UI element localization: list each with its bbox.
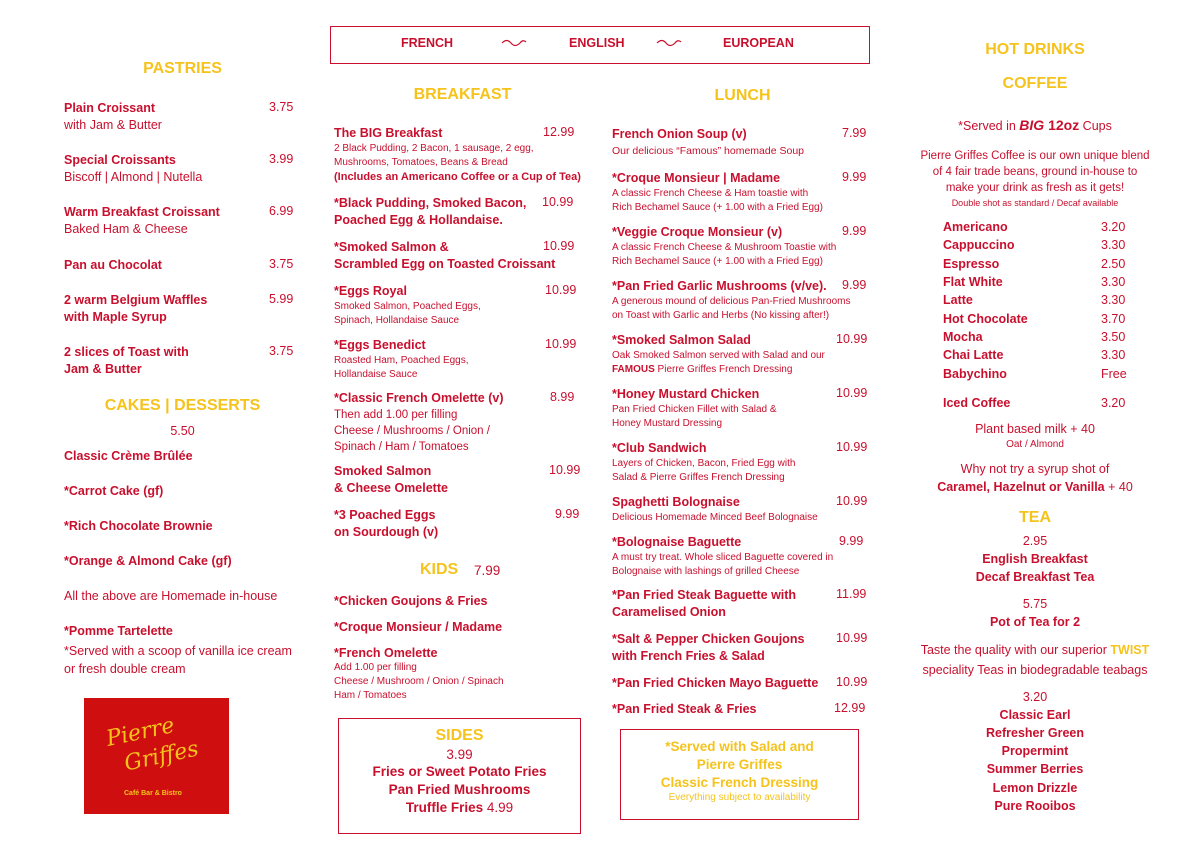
- twist-tea: Summer Berries: [986, 762, 1084, 776]
- item-price: 10.99: [836, 494, 868, 508]
- coffee-blurb: [900, 148, 1170, 210]
- item-price: 9.99: [842, 170, 867, 184]
- item-price: 12.99: [834, 701, 866, 715]
- item-desc: A classic French Cheese & Mushroom Toastie with: [612, 242, 837, 253]
- syrup-options: [900, 480, 1170, 494]
- coffee-row: [943, 257, 1133, 275]
- kids-desc: Add 1.00 per filling: [334, 662, 417, 673]
- item-title: *Honey Mustard Chicken: [612, 387, 760, 401]
- note-line: Pierre Griffes: [696, 757, 783, 772]
- availability-note: Everything subject to availability: [668, 792, 811, 803]
- famous-label: FAMOUS: [612, 364, 655, 375]
- cake-desc: or fresh double cream: [64, 662, 186, 676]
- milk-options: Oat / Almond: [1006, 439, 1064, 450]
- item-price: 10.99: [836, 675, 868, 689]
- logo-text: Griffes: [122, 736, 201, 777]
- coffee-row: [943, 293, 1133, 311]
- menu-item: [64, 204, 304, 238]
- item-title: *Pan Fried Steak & Fries: [612, 702, 757, 716]
- item-desc: Then add 1.00 per filling: [334, 409, 458, 421]
- drink-price: 3.50: [1101, 330, 1126, 344]
- item-desc: A generous mound of delicious Pan-Fried Mushrooms: [612, 296, 851, 307]
- coffee-row: [943, 396, 1133, 414]
- milk-line: Plant based milk + 40: [975, 422, 1095, 436]
- twist-line: speciality Teas in biodegradable teabags: [922, 663, 1148, 677]
- item-title: *Classic French Omelette (v): [334, 391, 504, 405]
- item-desc: Layers of Chicken, Bacon, Fried Egg with: [612, 458, 796, 469]
- served-text: Cups: [1079, 119, 1112, 133]
- blurb-line: of 4 fair trade beans, ground in-house to: [932, 166, 1138, 178]
- twist-tea: Refresher Green: [986, 726, 1084, 740]
- drink-name: Hot Chocolate: [943, 312, 1028, 326]
- item-title: *Pan Fried Chicken Mayo Baguette: [612, 676, 819, 690]
- coffee-row: [943, 312, 1133, 330]
- item-desc: A must try treat. Whole sliced Baguette covered in: [612, 552, 834, 563]
- item-desc: A classic French Cheese & Ham toastie with: [612, 188, 809, 199]
- served-line: [900, 117, 1170, 133]
- sides-item: [339, 800, 580, 815]
- item-desc: Salad & Pierre Griffes French Dressing: [612, 472, 785, 483]
- item-desc: Honey Mustard Dressing: [612, 418, 723, 429]
- item-desc: Bolognaise with lashings of grilled Cheese: [612, 566, 800, 577]
- syrup-line: Why not try a syrup shot of: [960, 462, 1110, 476]
- logo-text: Pierre: [104, 713, 177, 752]
- drink-name: Iced Coffee: [943, 396, 1011, 410]
- item-desc: Rich Bechamel Sauce (+ 1.00 with a Fried Egg): [612, 202, 823, 213]
- drink-price: 3.30: [1101, 293, 1126, 307]
- cake-item: *Carrot Cake (gf): [64, 484, 164, 498]
- item-title: French Onion Soup (v): [612, 127, 747, 141]
- item-desc: Biscoff | Almond | Nutella: [64, 170, 203, 184]
- cakes-heading: CAKES | DESSERTS: [104, 397, 261, 414]
- cuisine-english: ENGLISH: [569, 36, 625, 50]
- item-desc: Our delicious “Famous” homemade Soup: [612, 145, 805, 157]
- item-price: 10.99: [543, 239, 575, 253]
- kids-heading: KIDS: [420, 561, 459, 578]
- menu-item: [612, 631, 872, 665]
- served-text: *Served in: [958, 119, 1020, 133]
- item-title: *Pan Fried Steak Baguette with: [612, 588, 797, 602]
- drink-price: 3.30: [1101, 238, 1126, 252]
- menu-item: [612, 675, 872, 692]
- menu-item: [334, 463, 594, 497]
- item-price: 10.99: [836, 332, 868, 346]
- menu-item: [612, 126, 872, 160]
- tea-price: 2.95: [1022, 534, 1048, 548]
- menu-item: [612, 170, 872, 215]
- item-price: 10.99: [545, 283, 577, 297]
- item-desc: Delicious Homemade Minced Beef Bolognaise: [612, 512, 818, 523]
- twist-tea: Pure Rooibos: [994, 799, 1076, 813]
- menu-item: [334, 239, 594, 273]
- truffle-label: Truffle Fries: [405, 800, 484, 815]
- tea-heading: TEA: [1019, 509, 1051, 526]
- kids-item: *Chicken Goujons & Fries: [334, 594, 488, 608]
- logo-tagline: Café Bar & Bistro: [124, 790, 182, 797]
- item-desc: Baked Ham & Cheese: [64, 222, 188, 236]
- twist-tea: Propermint: [1001, 744, 1069, 758]
- drink-name: Mocha: [943, 330, 983, 344]
- drink-price: 2.50: [1101, 257, 1126, 271]
- twist-line: [900, 643, 1170, 657]
- menu-item: [334, 507, 594, 541]
- cakes-price: 5.50: [170, 424, 195, 438]
- drink-price: 3.20: [1101, 396, 1126, 410]
- menu-item: [334, 337, 594, 382]
- sides-box: [338, 718, 581, 834]
- item-title: Scrambled Egg on Toasted Croissant: [334, 257, 556, 271]
- coffee-heading: COFFEE: [1002, 75, 1068, 92]
- kids-desc: Cheese / Mushroom / Onion / Spinach: [334, 676, 504, 687]
- item-desc: Cheese / Mushrooms / Onion /: [334, 425, 490, 437]
- item-price: 10.99: [836, 631, 868, 645]
- item-price: 7.99: [842, 126, 867, 140]
- item-title: 2 warm Belgium Waffles: [64, 293, 208, 307]
- item-price: 9.99: [555, 507, 580, 521]
- drink-price: 3.30: [1101, 348, 1126, 362]
- item-price: 10.99: [836, 386, 868, 400]
- item-price: 5.99: [269, 292, 294, 306]
- flourish-icon: [501, 36, 527, 50]
- breakfast-heading: BREAKFAST: [413, 86, 512, 103]
- sides-price: 3.99: [446, 747, 473, 762]
- syrup-flavours: Caramel, Hazelnut or Vanilla: [937, 480, 1105, 494]
- twist-text: Taste the quality with our superior: [920, 643, 1111, 657]
- coffee-row: [943, 348, 1133, 366]
- drink-price: 3.20: [1101, 220, 1126, 234]
- sides-heading: SIDES: [435, 727, 484, 744]
- item-desc: 2 Black Pudding, 2 Bacon, 1 sausage, 2 egg,: [334, 143, 534, 154]
- tea-item: English Breakfast: [982, 552, 1088, 566]
- item-title: *Eggs Benedict: [334, 338, 426, 352]
- lunch-note-box: [620, 729, 859, 820]
- item-price: 3.99: [269, 152, 294, 166]
- pot-price: 5.75: [1022, 597, 1048, 611]
- menu-item: [612, 278, 872, 323]
- item-title: Special Croissants: [64, 153, 176, 167]
- hot-drinks-heading: HOT DRINKS: [985, 41, 1085, 58]
- item-title: Jam & Butter: [64, 362, 142, 376]
- sides-item: Pan Fried Mushrooms: [388, 782, 531, 797]
- drink-name: Americano: [943, 220, 1008, 234]
- item-price: 8.99: [550, 390, 575, 404]
- item-price: 12.99: [543, 125, 575, 139]
- menu-item: [64, 292, 304, 326]
- twist-price: 3.20: [1022, 690, 1048, 704]
- brand-logo: [84, 698, 229, 814]
- item-desc: Rich Bechamel Sauce (+ 1.00 with a Fried Egg): [612, 256, 823, 267]
- item-desc: on Toast with Garlic and Herbs (No kissing after!): [612, 310, 830, 321]
- item-price: 10.99: [545, 337, 577, 351]
- item-title: *Smoked Salmon &: [334, 240, 449, 254]
- cake-item: *Rich Chocolate Brownie: [64, 519, 213, 533]
- item-desc: Spinach / Ham / Tomatoes: [334, 441, 469, 453]
- item-title: Caramelised Onion: [612, 605, 726, 619]
- blurb-line: Pierre Griffes Coffee is our own unique blend: [920, 150, 1150, 162]
- pot-item: Pot of Tea for 2: [989, 615, 1081, 629]
- flourish-icon: [656, 36, 682, 50]
- served-big: BIG: [1019, 117, 1045, 133]
- menu-item: [64, 100, 304, 134]
- cuisine-european: EUROPEAN: [723, 36, 794, 50]
- item-desc: Mushrooms, Tomatoes, Beans & Bread: [334, 157, 508, 168]
- pastries-heading: PASTRIES: [143, 60, 222, 77]
- item-desc: Hollandaise Sauce: [334, 369, 418, 380]
- item-price: 10.99: [542, 195, 574, 209]
- item-desc: with Jam & Butter: [64, 118, 162, 132]
- menu-item: [612, 440, 872, 485]
- item-title: Plain Croissant: [64, 101, 155, 115]
- item-title: on Sourdough (v): [334, 525, 439, 539]
- item-title: *Veggie Croque Monsieur (v): [612, 225, 783, 239]
- menu-item: [334, 283, 594, 328]
- menu-item: [612, 494, 872, 525]
- note-line: *Served with Salad and: [665, 739, 814, 754]
- item-price: 6.99: [269, 204, 294, 218]
- twist-brand: TWIST: [1110, 643, 1150, 657]
- item-desc: (Includes an Americano Coffee or a Cup of Tea): [334, 171, 581, 183]
- item-title: 2 slices of Toast with: [64, 345, 189, 359]
- item-desc: Smoked Salmon, Poached Eggs,: [334, 301, 481, 312]
- kids-desc: Ham / Tomatoes: [334, 690, 407, 701]
- drink-name: Babychino: [943, 367, 1007, 381]
- menu-item: [612, 224, 872, 269]
- item-price: 10.99: [836, 440, 868, 454]
- item-desc: Roasted Ham, Poached Eggs,: [334, 355, 469, 366]
- drink-name: Latte: [943, 293, 973, 307]
- menu-item: [334, 195, 594, 229]
- served-size: 12oz: [1044, 117, 1080, 133]
- menu-item: [612, 386, 872, 431]
- item-desc: Pan Fried Chicken Fillet with Salad &: [612, 404, 777, 415]
- menu-item: [612, 332, 872, 377]
- item-title: & Cheese Omelette: [334, 481, 448, 495]
- item-desc: [612, 363, 872, 377]
- item-title: *Eggs Royal: [334, 284, 407, 298]
- cakes-note: All the above are Homemade in-house: [64, 589, 278, 603]
- sides-item: Fries or Sweet Potato Fries: [372, 764, 547, 779]
- cuisine-french: FRENCH: [401, 36, 454, 50]
- item-title: *Croque Monsieur | Madame: [612, 171, 781, 185]
- item-title: Smoked Salmon: [334, 464, 432, 478]
- item-price: 10.99: [549, 463, 581, 477]
- item-title: *Salt & Pepper Chicken Goujons: [612, 632, 805, 646]
- item-title: *Club Sandwich: [612, 441, 707, 455]
- item-title: *Black Pudding, Smoked Bacon,: [334, 196, 527, 210]
- coffee-row: [943, 367, 1133, 385]
- drink-name: Espresso: [943, 257, 1000, 271]
- menu-item: [612, 701, 872, 718]
- menu-item: [334, 125, 594, 185]
- cake-desc: *Served with a scoop of vanilla ice cream: [64, 644, 292, 658]
- cake-item: *Orange & Almond Cake (gf): [64, 554, 232, 568]
- menu-item: [612, 587, 872, 621]
- cuisine-banner: [330, 26, 870, 64]
- item-price: 3.75: [269, 344, 294, 358]
- item-title: *Smoked Salmon Salad: [612, 333, 751, 347]
- item-price: 9.99: [839, 534, 864, 548]
- item-price: 11.99: [836, 587, 867, 601]
- drink-price: 3.30: [1101, 275, 1126, 289]
- item-price: 9.99: [842, 278, 867, 292]
- syrup-price: + 40: [1104, 480, 1133, 494]
- drink-price: Free: [1101, 367, 1127, 381]
- item-title: *Bolognaise Baguette: [612, 535, 742, 549]
- twist-tea: Lemon Drizzle: [992, 781, 1078, 795]
- item-title: Spaghetti Bolognaise: [612, 495, 740, 509]
- menu-item: [64, 344, 304, 378]
- menu-item: [334, 390, 594, 455]
- coffee-row: [943, 330, 1133, 348]
- coffee-row: [943, 275, 1133, 293]
- item-title: Warm Breakfast Croissant: [64, 205, 220, 219]
- item-title: Pan au Chocolat: [64, 258, 162, 272]
- truffle-price: 4.99: [486, 800, 514, 815]
- item-title: *3 Poached Eggs: [334, 508, 436, 522]
- item-title: with Maple Syrup: [64, 310, 167, 324]
- item-price: 3.75: [269, 257, 294, 271]
- kids-item: *French Omelette: [334, 646, 438, 660]
- menu-item: [64, 257, 304, 274]
- coffee-row: [943, 220, 1133, 238]
- item-price: 3.75: [269, 100, 294, 114]
- item-price: 9.99: [842, 224, 867, 238]
- menu-item: [612, 534, 872, 579]
- drink-name: Cappuccino: [943, 238, 1015, 252]
- item-title: Poached Egg & Hollandaise.: [334, 213, 503, 227]
- blurb-line: Double shot as standard / Decaf available: [951, 198, 1119, 208]
- blurb-line: make your drink as fresh as it gets!: [945, 182, 1125, 194]
- tea-item: Decaf Breakfast Tea: [975, 570, 1095, 584]
- twist-tea: Classic Earl: [999, 708, 1071, 722]
- kids-price: 7.99: [474, 563, 501, 578]
- drink-name: Chai Latte: [943, 348, 1004, 362]
- lunch-heading: LUNCH: [714, 87, 771, 104]
- item-desc: Spinach, Hollandaise Sauce: [334, 315, 460, 326]
- item-title: with French Fries & Salad: [612, 649, 765, 663]
- coffee-row: [943, 238, 1133, 256]
- drink-name: Flat White: [943, 275, 1003, 289]
- cake-item: Classic Crème Brûlée: [64, 449, 193, 463]
- item-title: The BIG Breakfast: [334, 126, 443, 140]
- cake-item: *Pomme Tartelette: [64, 624, 173, 638]
- drink-price: 3.70: [1101, 312, 1126, 326]
- note-line: Classic French Dressing: [660, 775, 819, 790]
- kids-item: *Croque Monsieur / Madame: [334, 620, 503, 634]
- item-desc: Oak Smoked Salmon served with Salad and our: [612, 350, 825, 361]
- item-desc-text: Pierre Griffes French Dressing: [654, 364, 793, 375]
- item-title: *Pan Fried Garlic Mushrooms (v/ve).: [612, 279, 827, 293]
- menu-item: [64, 152, 304, 186]
